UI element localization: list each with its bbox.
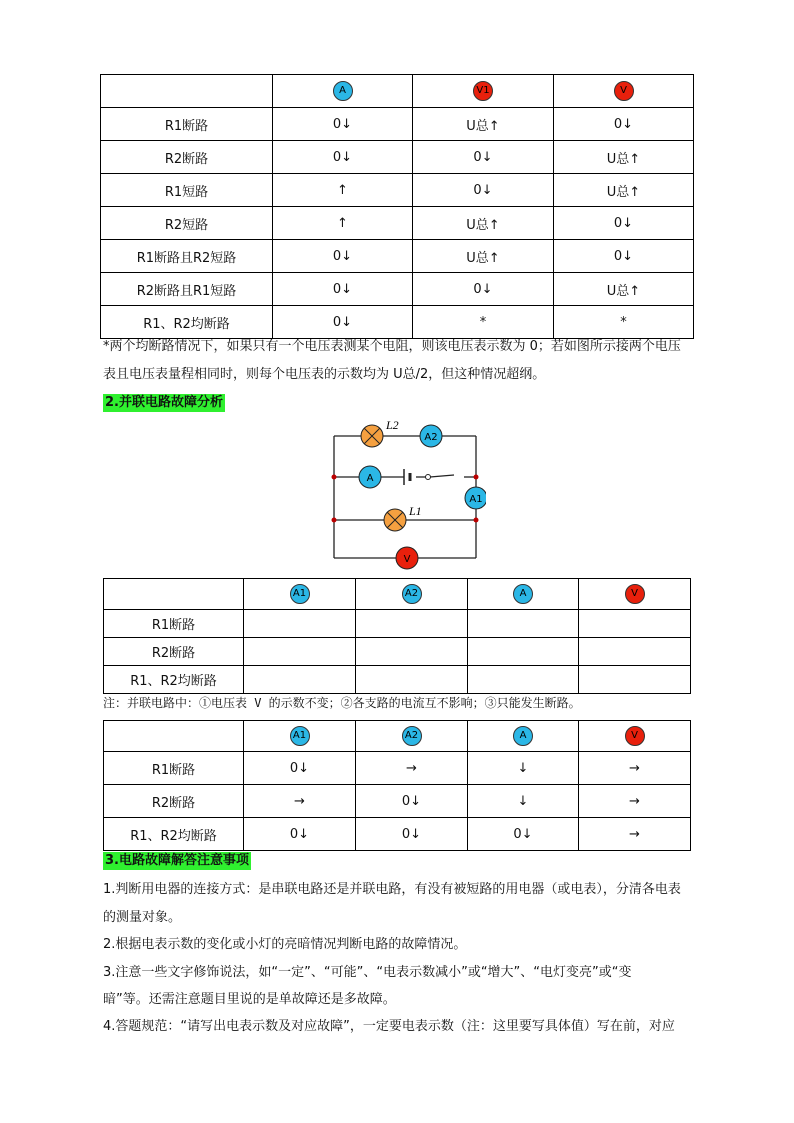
table-row — [101, 207, 694, 240]
parallel-fault-table-blank — [103, 578, 691, 694]
section-heading: 2.并联电路故障分析 — [105, 395, 223, 410]
cell: 0↓ — [413, 141, 554, 174]
cell — [579, 638, 691, 666]
cell: ↑ — [273, 207, 413, 240]
header-a — [468, 579, 579, 610]
note-line: 表且电压表量程相同时，则每个电压表的示数均为 U总/2，但这种情况超纲。 — [103, 367, 546, 382]
row-label: R1断路 — [101, 108, 273, 141]
parallel-circuit-diagram — [326, 418, 486, 570]
cell: 0↓ — [356, 818, 468, 851]
row-label: R1断路 — [104, 752, 244, 785]
row-label: R1、R2均断路 — [101, 306, 273, 339]
cell — [579, 666, 691, 694]
header-voltmeter-1 — [413, 75, 554, 108]
row-label: R2短路 — [101, 207, 273, 240]
row-label: R1、R2均断路 — [104, 666, 244, 694]
cell: U总↑ — [554, 273, 694, 306]
row-label: R2断路且R1短路 — [101, 273, 273, 306]
cell: 0↓ — [554, 108, 694, 141]
cell: 0↓ — [273, 240, 413, 273]
table-row — [101, 108, 694, 141]
header-empty — [101, 75, 273, 108]
table-row — [101, 240, 694, 273]
row-label: R1、R2均断路 — [104, 818, 244, 851]
paragraph-line: 暗”等。还需注意题目里说的是单故障还是多故障。 — [103, 992, 396, 1007]
header-a1 — [244, 579, 356, 610]
paragraph-line: 3.注意一些文字修饰说法，如“一定”、“可能”、“电表示数减小”或“增大”、“电灯变亮”或“变 — [103, 965, 632, 980]
table-row — [104, 638, 691, 666]
ammeter-a-label: A — [366, 473, 374, 484]
section-heading: 3.电路故障解答注意事项 — [105, 853, 249, 868]
cell — [244, 610, 356, 638]
voltmeter-icon: V — [614, 81, 634, 101]
cell: 0↓ — [413, 273, 554, 306]
voltmeter-icon: V — [625, 584, 645, 604]
row-label: R2断路 — [104, 638, 244, 666]
cell: U总↑ — [413, 240, 554, 273]
cell: 0↓ — [356, 785, 468, 818]
cell: ↑ — [273, 174, 413, 207]
cell: → — [579, 785, 691, 818]
cell — [356, 638, 468, 666]
lamp-icon — [384, 509, 406, 531]
cell — [468, 638, 579, 666]
table-row — [104, 752, 691, 785]
paragraph-line: 4.答题规范：“请写出电表示数及对应故障”，一定要电表示数（注：这里要写具体值）写在前，对应 — [103, 1019, 675, 1034]
cell: U总↑ — [554, 141, 694, 174]
header-voltmeter — [554, 75, 694, 108]
note-line: *两个均断路情况下，如果只有一个电压表测某个电阻，则该电压表示数为 0；若如图所示接两个电压 — [103, 339, 681, 354]
row-label: R1断路 — [104, 610, 244, 638]
cell: → — [579, 818, 691, 851]
cell: 0↓ — [273, 306, 413, 339]
row-label: R1短路 — [101, 174, 273, 207]
row-label: R2断路 — [101, 141, 273, 174]
cell: U总↑ — [413, 207, 554, 240]
ammeter-icon: A2 — [402, 584, 422, 604]
cell — [356, 610, 468, 638]
parallel-fault-table — [103, 720, 691, 851]
ammeter-a2-label: A2 — [424, 432, 438, 443]
ammeter-a1-label: A1 — [469, 494, 483, 505]
header-a1 — [244, 721, 356, 752]
ammeter-icon: A — [513, 584, 533, 604]
cell: 0↓ — [244, 818, 356, 851]
parallel-note: 注：并联电路中：①电压表 V 的示数不变；②各支路的电流互不影响；③只能发生断路。 — [103, 696, 581, 710]
lamp-l2-label: L2 — [386, 418, 399, 432]
cell: ↓ — [468, 752, 579, 785]
cell — [468, 666, 579, 694]
paragraph-line: 1.判断用电器的连接方式：是串联电路还是并联电路，有没有被短路的用电器（或电表），分清各电表 — [103, 882, 681, 897]
header-empty — [104, 579, 244, 610]
cell: U总↑ — [554, 174, 694, 207]
header-ammeter — [273, 75, 413, 108]
cell: 0↓ — [273, 273, 413, 306]
cell — [579, 610, 691, 638]
cell: 0↓ — [554, 207, 694, 240]
cell: 0↓ — [244, 752, 356, 785]
row-label: R2断路 — [104, 785, 244, 818]
header-a — [468, 721, 579, 752]
cell: 0↓ — [273, 141, 413, 174]
cell: 0↓ — [468, 818, 579, 851]
header-v — [579, 721, 691, 752]
cell: 0↓ — [413, 174, 554, 207]
table-row — [104, 818, 691, 851]
cell: * — [554, 306, 694, 339]
cell: → — [579, 752, 691, 785]
table-row — [101, 174, 694, 207]
table-row — [104, 785, 691, 818]
ammeter-icon: A1 — [290, 726, 310, 746]
table-row — [101, 141, 694, 174]
cell — [356, 666, 468, 694]
cell: → — [356, 752, 468, 785]
ammeter-icon: A1 — [290, 584, 310, 604]
cell — [244, 666, 356, 694]
cell — [468, 610, 579, 638]
ammeter-icon: A — [513, 726, 533, 746]
paragraph-line: 2.根据电表示数的变化或小灯的亮暗情况判断电路的故障情况。 — [103, 937, 467, 952]
row-label: R1断路且R2短路 — [101, 240, 273, 273]
voltmeter-icon: V1 — [473, 81, 493, 101]
cell: 0↓ — [554, 240, 694, 273]
lamp-icon — [361, 425, 383, 447]
voltmeter-v-label: V — [403, 554, 411, 565]
cell: 0↓ — [273, 108, 413, 141]
table-row — [101, 273, 694, 306]
paragraph-line: 的测量对象。 — [103, 910, 182, 925]
ammeter-icon: A2 — [402, 726, 422, 746]
header-v — [579, 579, 691, 610]
table-row — [104, 610, 691, 638]
header-a2 — [356, 579, 468, 610]
cell — [244, 638, 356, 666]
lamp-l1-label: L1 — [409, 504, 422, 518]
voltmeter-icon: V — [625, 726, 645, 746]
table-row — [104, 666, 691, 694]
header-a2 — [356, 721, 468, 752]
header-empty — [104, 721, 244, 752]
cell: * — [413, 306, 554, 339]
cell: → — [244, 785, 356, 818]
ammeter-icon: A — [333, 81, 353, 101]
series-fault-table — [100, 74, 694, 339]
cell: U总↑ — [413, 108, 554, 141]
cell: ↓ — [468, 785, 579, 818]
